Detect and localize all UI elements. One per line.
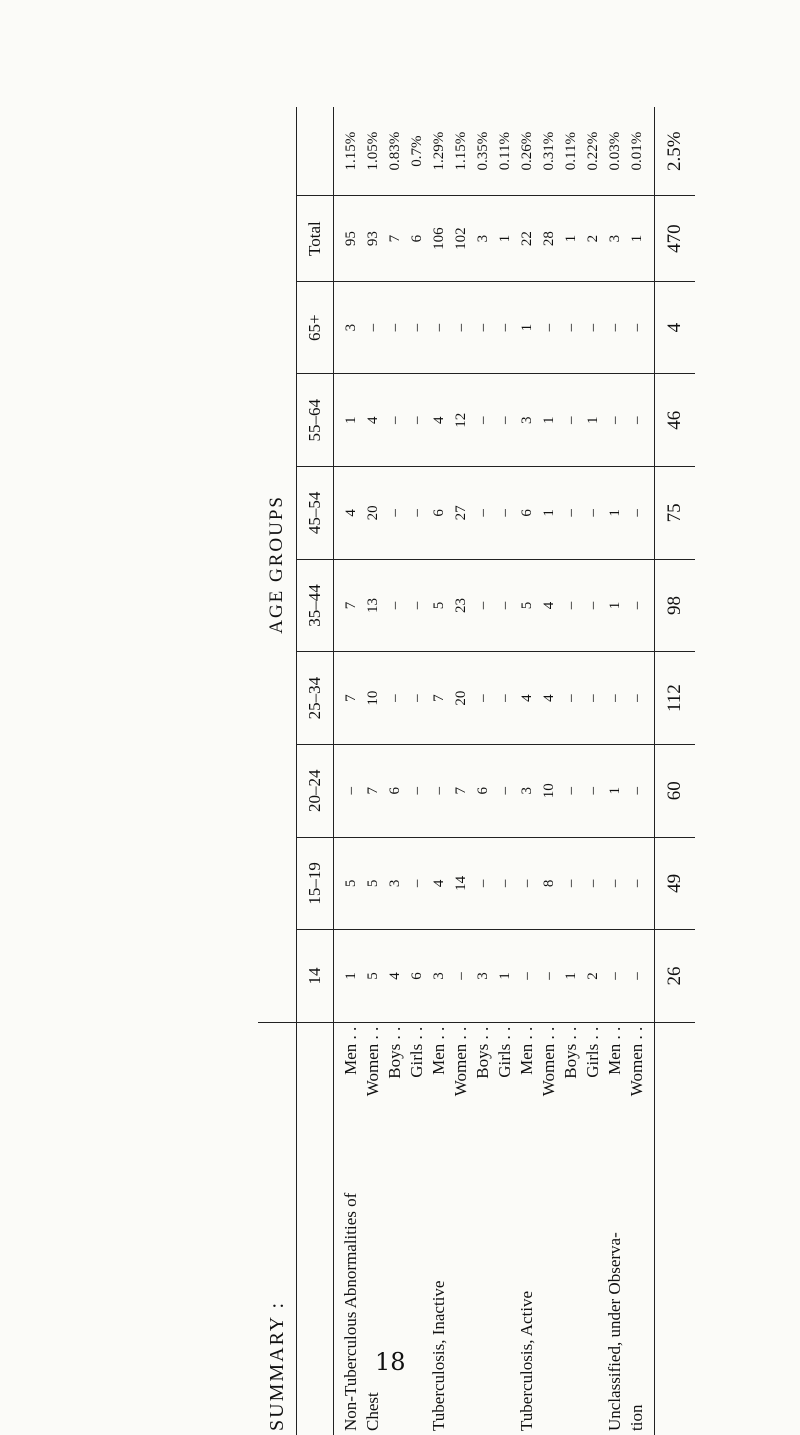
row-label xyxy=(516,1027,538,1431)
table-cell: 3 xyxy=(519,786,535,795)
table-cell: – xyxy=(475,694,491,702)
total-cell: 26 xyxy=(655,930,696,1023)
table-cell: 3 xyxy=(431,972,447,980)
table-cell: 6 xyxy=(387,786,403,795)
table-cell: 1 xyxy=(497,972,513,980)
table-cell: 102 xyxy=(453,227,469,250)
table-cell: 5 xyxy=(343,879,359,888)
age-col-20-24 xyxy=(334,744,655,837)
table-cell: 4 xyxy=(431,879,447,888)
totals-row xyxy=(655,107,696,1435)
row-sex: Women . . xyxy=(451,1026,470,1097)
table-cell: 0.7% xyxy=(409,135,425,167)
table-cell: 27 xyxy=(453,505,469,521)
age-col-55-64 xyxy=(334,374,655,467)
column-header: 35–44 xyxy=(297,559,334,652)
table-cell: 0.83% xyxy=(387,131,403,171)
table-cell: – xyxy=(475,509,491,517)
summary-table xyxy=(258,107,695,1435)
table-cell: 7 xyxy=(365,786,381,795)
table-cell: 20 xyxy=(453,690,469,706)
table-cell: – xyxy=(519,879,535,888)
table-cell: 4 xyxy=(541,694,557,702)
table-cell: 0.26% xyxy=(519,131,535,171)
column-header-row xyxy=(297,107,334,1435)
row-sex: Women . . xyxy=(363,1026,382,1097)
page-number: 18 xyxy=(375,1348,406,1376)
table-cell: – xyxy=(607,879,623,888)
column-header: 45–54 xyxy=(297,467,334,560)
row-category: Tuberculosis, Active xyxy=(517,1290,536,1431)
row-category: Non-Tuberculous Abnormalities of xyxy=(341,1192,360,1431)
table-cell: – xyxy=(453,323,469,332)
total-cell: 112 xyxy=(655,652,696,745)
row-sex: Women . . xyxy=(627,1026,646,1097)
row-sex: Girls . . xyxy=(583,1026,602,1078)
age-col-14 xyxy=(334,930,655,1023)
table-cell: – xyxy=(365,323,381,332)
total-cell: 2.5% xyxy=(655,107,696,196)
table-cell: 12 xyxy=(453,412,469,428)
table-cell: 3 xyxy=(607,234,623,243)
table-cell: – xyxy=(387,694,403,702)
table-cell: 0.11% xyxy=(563,132,579,171)
table-cell: 3 xyxy=(519,416,535,425)
table-cell: – xyxy=(585,694,601,702)
row-sex: Men . . xyxy=(517,1026,536,1075)
column-header xyxy=(297,107,334,196)
row-label xyxy=(450,1027,472,1431)
row-category: tion xyxy=(627,1404,646,1431)
table-cell: 23 xyxy=(453,598,469,613)
total-cell: 49 xyxy=(655,837,696,930)
row-sex: Girls . . xyxy=(407,1026,426,1078)
table-cell: 7 xyxy=(431,694,447,702)
table-cell: 13 xyxy=(365,598,381,613)
column-header: 20–24 xyxy=(297,744,334,837)
table-cell: – xyxy=(475,879,491,888)
column-header: 55–64 xyxy=(297,374,334,467)
table-cell: 5 xyxy=(519,601,535,610)
row-label xyxy=(582,1027,604,1431)
percent-col xyxy=(334,107,655,196)
row-label xyxy=(406,1027,428,1431)
table-cell: 93 xyxy=(365,231,381,247)
table-cell: 1.05% xyxy=(365,131,381,171)
row-sex: Men . . xyxy=(605,1026,624,1075)
table-cell: – xyxy=(497,694,513,702)
table-cell: – xyxy=(607,972,623,980)
table-cell: – xyxy=(629,786,645,795)
table-cell: – xyxy=(629,416,645,425)
table-cell: – xyxy=(387,601,403,610)
table-cell: 4 xyxy=(343,509,359,517)
table-cell: 1 xyxy=(519,323,535,332)
table-cell: – xyxy=(409,416,425,425)
table-cell: – xyxy=(409,509,425,517)
total-col xyxy=(334,196,655,282)
table-cell: 4 xyxy=(387,972,403,980)
table-cell: 6 xyxy=(431,509,447,517)
row-sex: Boys . . xyxy=(385,1026,404,1079)
table-cell: 7 xyxy=(343,601,359,610)
table-cell: – xyxy=(343,786,359,795)
table-cell: 1 xyxy=(607,509,623,517)
row-sex: Men . . xyxy=(341,1026,360,1075)
table-cell: 95 xyxy=(343,231,359,247)
row-sex: Boys . . xyxy=(473,1026,492,1079)
table-cell: 7 xyxy=(387,234,403,243)
table-cell: 1 xyxy=(585,416,601,425)
age-col-15-19 xyxy=(334,837,655,930)
table-cell: – xyxy=(497,879,513,888)
table-cell: – xyxy=(497,323,513,332)
table-cell: 1 xyxy=(607,786,623,795)
row-sex: Girls . . xyxy=(495,1026,514,1078)
total-cell: 75 xyxy=(655,467,696,560)
table-cell: – xyxy=(563,416,579,425)
table-cell: 106 xyxy=(431,227,447,250)
table-cell: 4 xyxy=(431,416,447,425)
age-col-65-plus xyxy=(334,281,655,374)
row-sex: Women . . xyxy=(539,1026,558,1097)
table-cell: 28 xyxy=(541,231,557,247)
age-col-45-54 xyxy=(334,467,655,560)
table-cell: – xyxy=(431,786,447,795)
table-cell: – xyxy=(563,879,579,888)
table-cell: 3 xyxy=(475,234,491,243)
table-cell: – xyxy=(629,694,645,702)
table-cell: 10 xyxy=(365,690,381,706)
table-cell: 1 xyxy=(343,416,359,425)
table-cell: 2 xyxy=(585,972,601,980)
age-col-25-34 xyxy=(334,652,655,745)
table-cell: 1.29% xyxy=(431,131,447,171)
table-cell: – xyxy=(541,972,557,980)
table-cell: – xyxy=(585,879,601,888)
table-cell: – xyxy=(563,786,579,795)
table-cell: – xyxy=(585,786,601,795)
table-cell: – xyxy=(585,509,601,517)
table-cell: – xyxy=(563,694,579,702)
table-cell: 3 xyxy=(475,972,491,980)
table-cell: 0.11% xyxy=(497,132,513,171)
table-cell: – xyxy=(387,416,403,425)
table-cell: – xyxy=(409,601,425,610)
table-cell: 7 xyxy=(343,694,359,702)
table-cell: 4 xyxy=(519,694,535,702)
table-cell: – xyxy=(497,786,513,795)
age-groups-header xyxy=(258,107,297,1022)
table-cell: 4 xyxy=(365,416,381,425)
row-sex: Boys . . xyxy=(561,1026,580,1079)
table-cell: – xyxy=(475,323,491,332)
table-cell: – xyxy=(585,601,601,610)
totals-blank xyxy=(655,1022,696,1435)
table-cell: 0.31% xyxy=(541,131,557,171)
table-cell: – xyxy=(409,323,425,332)
table-cell: 2 xyxy=(585,234,601,243)
table-cell: 7 xyxy=(453,786,469,795)
table-cell: – xyxy=(629,879,645,888)
table-cell: 0.01% xyxy=(629,131,645,171)
column-header: 15–19 xyxy=(297,837,334,930)
table-cell: 0.22% xyxy=(585,131,601,171)
row-label xyxy=(494,1027,516,1431)
summary-title-cell xyxy=(258,1022,297,1435)
table-cell: – xyxy=(497,416,513,425)
table-cell: 0.03% xyxy=(607,131,623,171)
table-cell: – xyxy=(563,323,579,332)
table-cell: 6 xyxy=(519,509,535,517)
table-cell: – xyxy=(409,694,425,702)
table-cell: 5 xyxy=(365,972,381,980)
table-cell: 5 xyxy=(431,601,447,610)
table-cell: – xyxy=(497,509,513,517)
table-cell: 0.35% xyxy=(475,131,491,171)
table-cell: 1 xyxy=(563,972,579,980)
row-label xyxy=(626,1027,648,1431)
row-label xyxy=(538,1027,560,1431)
table-cell: 10 xyxy=(541,783,557,799)
table-cell: – xyxy=(387,509,403,517)
age-groups-label: AGE GROUPS xyxy=(266,494,287,634)
column-header: 14 xyxy=(297,930,334,1023)
table-cell: 1 xyxy=(629,234,645,243)
table-cell: – xyxy=(563,509,579,517)
total-cell: 60 xyxy=(655,744,696,837)
table-cell: 5 xyxy=(365,879,381,888)
row-sex: Men . . xyxy=(429,1026,448,1075)
table-cell: 1 xyxy=(563,234,579,243)
table-cell: 3 xyxy=(343,323,359,332)
table-cell: – xyxy=(497,601,513,610)
age-col-35-44 xyxy=(334,559,655,652)
row-label xyxy=(340,1027,362,1431)
table-cell: – xyxy=(629,972,645,980)
table-cell: 1 xyxy=(541,416,557,425)
table-cell: – xyxy=(541,323,557,332)
table-cell: 1.15% xyxy=(453,131,469,171)
total-cell: 98 xyxy=(655,559,696,652)
table-cell: 4 xyxy=(541,601,557,610)
row-label xyxy=(560,1027,582,1431)
row-label xyxy=(428,1027,450,1431)
column-header: 25–34 xyxy=(297,652,334,745)
table-cell: – xyxy=(475,416,491,425)
column-header: 65+ xyxy=(297,281,334,374)
table-cell: – xyxy=(519,972,535,980)
total-cell: 470 xyxy=(655,196,696,282)
total-cell: 46 xyxy=(655,374,696,467)
table-cell: 6 xyxy=(409,972,425,980)
column-header: Total xyxy=(297,196,334,282)
row-category: Tuberculosis, Inactive xyxy=(429,1280,448,1431)
table-cell: 1 xyxy=(541,509,557,517)
table-cell: 3 xyxy=(387,879,403,888)
summary-title: SUMMARY : xyxy=(265,1300,288,1431)
row-label xyxy=(472,1027,494,1431)
table-cell: – xyxy=(409,879,425,888)
table-cell: 1 xyxy=(497,234,513,243)
table-cell: – xyxy=(585,323,601,332)
row-category: Chest xyxy=(363,1392,382,1431)
table-cell: 14 xyxy=(453,875,469,891)
table-cell: – xyxy=(607,323,623,332)
table-cell: 22 xyxy=(519,231,535,247)
table-cell: – xyxy=(629,601,645,610)
table-cell: 1.15% xyxy=(343,131,359,171)
body-row xyxy=(334,107,655,1435)
row-category: Unclassified, under Observa- xyxy=(605,1232,624,1431)
table-cell: – xyxy=(629,323,645,332)
table-cell: 6 xyxy=(409,234,425,243)
table-cell: 20 xyxy=(365,505,381,521)
total-cell: 4 xyxy=(655,281,696,374)
table-cell: 6 xyxy=(475,786,491,795)
table-cell: – xyxy=(475,601,491,610)
table-cell: – xyxy=(453,972,469,980)
table-cell: – xyxy=(607,416,623,425)
table-cell: 1 xyxy=(607,601,623,610)
table-cell: – xyxy=(431,323,447,332)
table-cell: – xyxy=(387,323,403,332)
rotated-table xyxy=(258,107,685,1435)
table-cell: – xyxy=(629,509,645,517)
table-cell: – xyxy=(409,786,425,795)
table-cell: 8 xyxy=(541,879,557,888)
header-blank xyxy=(297,1022,334,1435)
row-label xyxy=(604,1027,626,1431)
table-cell: – xyxy=(607,694,623,702)
table-cell: 1 xyxy=(343,972,359,980)
table-cell: – xyxy=(563,601,579,610)
